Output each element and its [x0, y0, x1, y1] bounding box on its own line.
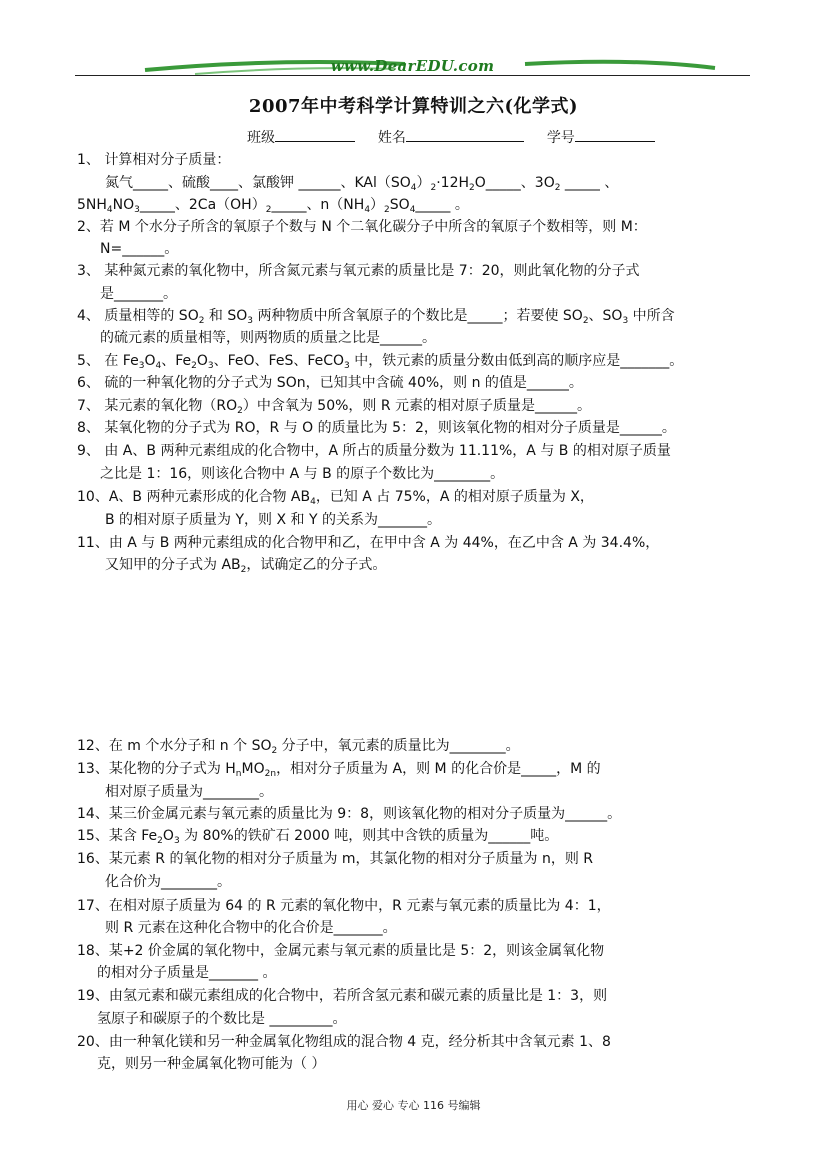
question-11-line-2: 又知甲的分子式为 $AB_2$，试确定乙的分子式。: [105, 557, 387, 575]
question-14-line-1: 14、某三价金属元素与氧元素的质量比为 9：8，则该氧化物的相对分子质量为______。: [77, 806, 622, 822]
question-18-line-2: 的相对分子质量是_______ 。: [97, 965, 277, 981]
question-8-line-1: 8、 某氧化物的分子式为 RO，R 与 O 的质量比为 5：2，则该氧化物的相对分子质量是______。: [77, 420, 676, 436]
student-info-fields: [247, 127, 655, 147]
question-2-line-1: 2、若 M 个水分子所含的氧原子个数与 N 个二氧化碳分子中所含的氧原子个数相等，则 M：: [77, 219, 647, 235]
question-7-line-1: 7、 某元素的氧化物$(RO_2)$中含氧为 50%，则 R 元素的相对原子质量是______。: [77, 398, 592, 416]
question-5-line-1: 5、 在 $Fe_3O_4$、$Fe_2O_3$、FeO、FeS、FeCO$_3$ 中，铁元素的质量分数由低到高的顺序应是_______。: [77, 353, 684, 371]
question-15-line-1: 15、某含 $Fe_2O_3$ 为 80%的铁矿石 2000 吨，则其中含铁的质量为______吨。: [77, 828, 559, 846]
name-label: 姓名: [377, 130, 406, 146]
question-4-line-2: 的硫元素的质量相等，则两物质的质量之比是______。: [100, 330, 436, 346]
question-17-line-1: 17、在相对原子质量为 64 的 R 元素的氧化物中，R 元素与氧元素的质量比为 4：1，: [77, 898, 611, 914]
page-footer: 用心 爱心 专心 116 号编辑: [346, 1099, 481, 1112]
question-9-line-1: 9、 由 A、B 两种元素组成的化合物中，A 所占的质量分数为 11.11%，A 与 B 的相对原子质量: [77, 443, 671, 459]
question-18-line-1: 18、某+2 价金属的氧化物中，金属元素与氧元素的质量比是 5：2，则该金属氧化物: [77, 943, 605, 959]
question-9-line-2: 之比是 1：16，则该化合物中 A 与 B 的原子个数比为________。: [100, 466, 505, 482]
site-url: www.DearEDU.com: [330, 57, 495, 75]
question-3-line-2: 是_______。: [100, 286, 177, 302]
question-1-line-2: 氮气_____、硫酸____、氯酸钾 ______、$KAl(SO_4)_2\cdot 12H_2O\_\_\_\_\_$、$3O_2$ _____ 、: [105, 175, 619, 193]
question-1-line-1: 1、 计算相对分子质量：: [77, 152, 231, 168]
page-title: 2007年中考科学计算特训之六(化学式): [248, 96, 579, 117]
id-label: 学号: [546, 130, 575, 146]
question-11-line-1: 11、由 A 与 B 两种元素组成的化合物甲和乙，在甲中含 A 为 44%，在乙中含 A 为 34.4%，: [77, 535, 660, 551]
question-12-line-1: 12、在 m 个水分子和 n 个 $SO_2$ 分子中，氧元素的质量比为________。: [77, 738, 520, 756]
question-4-line-1: 4、 质量相等的 $SO_2$ 和 $SO_3$ 两种物质中所含氧原子的个数比是_____；若要使 $SO_2$、$SO_3$ 中所含: [77, 308, 675, 326]
question-20-line-1: 20、由一种氧化镁和另一种金属氧化物组成的混合物 4 克，经分析其中含氧元素 1、8: [77, 1034, 611, 1050]
question-16-line-2: 化合价为________。: [105, 874, 231, 890]
question-17-line-2: 则 R 元素在这种化合物中的化合价是_______。: [105, 920, 397, 936]
header-divider: [75, 75, 750, 76]
question-3-line-1: 3、 某种氮元素的氧化物中，所含氮元素与氧元素的质量比是 7：20，则此氧化物的分子式: [77, 263, 640, 279]
question-1-line-3: $5NH_4NO_3\_\_\_\_\_$、$2Ca(OH)_2\_\_\_\_\_$、$n(NH_4)_2SO_4\_\_\_\_\_$ 。: [77, 197, 469, 215]
question-19-line-2: 氢原子和碳原子的个数比是 _________。: [97, 1011, 347, 1027]
name-blank: [406, 128, 524, 142]
question-20-line-2: 克，则另一种金属氧化物可能为（ ）: [97, 1056, 326, 1072]
question-10-line-2: B 的相对原子质量为 Y，则 X 和 Y 的关系为_______。: [105, 512, 441, 528]
question-10-line-1: 10、A、B 两种元素形成的化合物 $AB_4$，已知 A 占 75%，A 的相对原子质量为 X，: [77, 489, 594, 507]
id-blank: [575, 128, 655, 142]
question-16-line-1: 16、某元素 R 的氧化物的相对分子质量为 m，其氯化物的相对分子质量为 n，则 R: [77, 851, 594, 867]
class-blank: [275, 128, 355, 142]
question-6-line-1: 6、 硫的一种氧化物的分子式为 SOn，已知其中含硫 40%，则 n 的值是______。: [77, 375, 583, 391]
question-19-line-1: 19、由氢元素和碳元素组成的化合物中，若所含氢元素和碳元素的质量比是 1：3，则: [77, 988, 608, 1004]
question-13-line-2: 相对原子质量为________。: [105, 784, 273, 800]
question-13-line-1: 13、某化物的分子式为 $H_nMO_{2n}$，相对分子质量为 A，则 M 的化合价是_____，M 的: [77, 761, 601, 779]
class-label: 班级: [247, 130, 275, 146]
header-banner: [75, 56, 750, 80]
question-2-line-2: N=______。: [100, 241, 179, 257]
